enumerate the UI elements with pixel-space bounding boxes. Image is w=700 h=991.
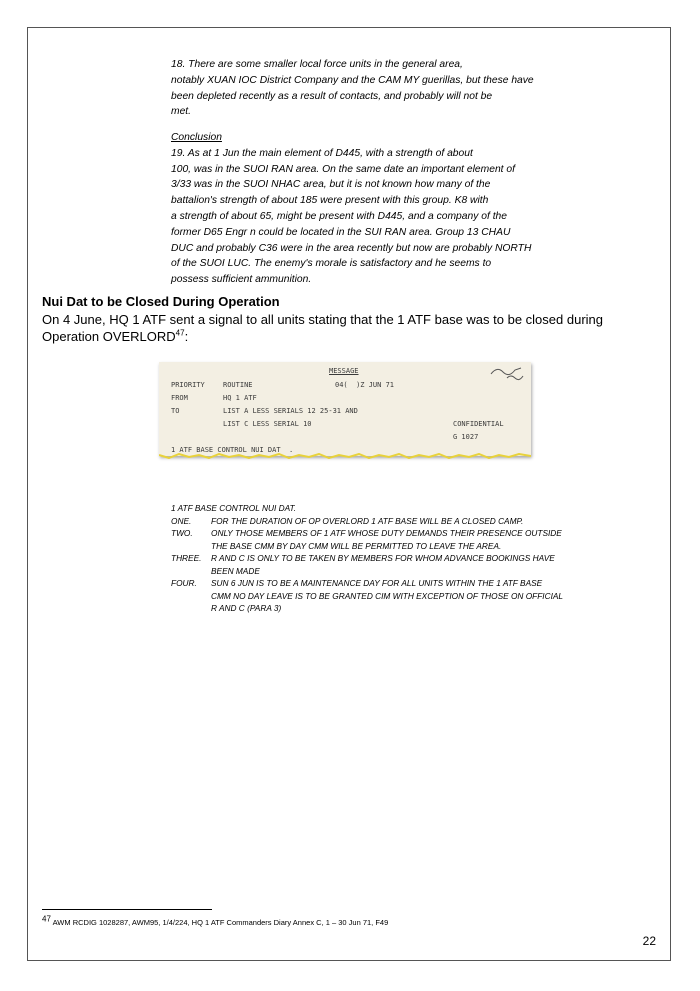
footnote-number: 47 [42, 914, 51, 924]
handwritten-annotation-icon [489, 364, 525, 382]
decoded-item [171, 527, 611, 540]
message-priority-label: PRIORITY [171, 381, 205, 389]
item-text-continued: R AND C (PARA 3) [211, 603, 282, 613]
message-classification: CONFIDENTIAL [453, 420, 504, 428]
item-number: FOUR. [171, 578, 197, 588]
quote-line: DUC and probably C36 were in the area recently but now are probably NORTH [171, 242, 532, 254]
quote-conclusion [171, 130, 591, 288]
item-number: TWO. [171, 528, 193, 538]
item-text: ONLY THOSE MEMBERS OF 1 ATF WHOSE DUTY DEMANDS THEIR PRESENCE OUTSIDE [211, 528, 562, 538]
footnote-divider [42, 909, 212, 910]
item-text: R AND C IS ONLY TO BE TAKEN BY MEMBERS FOR WHOM ADVANCE BOOKINGS HAVE [211, 553, 555, 563]
quote-line: possess sufficient ammunition. [171, 274, 312, 286]
message-to-value-2: LIST C LESS SERIAL 10 [223, 420, 312, 428]
decoded-item [171, 515, 611, 528]
quote-line: 18. There are some smaller local force units in the general area, [171, 59, 463, 70]
item-text-continued: THE BASE CMM BY DAY CMM WILL BE PERMITTED TO LEAVE THE AREA. [211, 540, 502, 551]
quote-line: met. [171, 106, 192, 118]
quote-line: notably XUAN IOC District Company and the CAM MY guerillas, but these have [171, 74, 534, 86]
section-body-text: On 4 June, HQ 1 ATF sent a signal to all units stating that the 1 ATF base was to be closed during Operation OVERLORD [42, 312, 603, 344]
torn-edge-icon [159, 453, 531, 459]
quote-line: 3/33 was in the SUOI NHAC area, but it is not known how many of the [171, 179, 491, 191]
item-text-continued: BEEN MADE [211, 565, 260, 576]
item-text: SUN 6 JUN IS TO BE A MAINTENANCE DAY FOR ALL UNITS WITHIN THE 1 ATF BASE [211, 578, 543, 588]
item-text-continued: CMM NO DAY LEAVE IS TO BE GRANTED CIM WITH EXCEPTION OF THOSE ON OFFICIAL [211, 590, 564, 601]
message-scan-image [159, 362, 531, 456]
message-priority-value: ROUTINE [223, 381, 253, 389]
quote-para18 [171, 57, 591, 120]
quote-line: a strength of about 65, might be present with D445, and a company of the [171, 210, 508, 222]
message-from-value: HQ 1 ATF [223, 394, 257, 402]
quote-line: former D65 Engr n could be located in the SUI RAN area. Group 13 CHAU [171, 226, 511, 238]
footnote-reference[interactable]: 47 [175, 328, 185, 338]
quote-line: 100, was in the SUOI RAN area. On the same date an important element of [171, 163, 515, 175]
item-number: THREE. [171, 553, 202, 563]
conclusion-heading: Conclusion [171, 132, 222, 143]
footnote-text: AWM RCDIG 1028287, AWM95, 1/4/224, HQ 1 ATF Commanders Diary Annex C, 1 – 30 Jun 71, F49 [50, 918, 389, 927]
quote-line: been depleted recently as a result of contacts, and probably will not be [171, 90, 493, 102]
section-heading: Nui Dat to be Closed During Operation [42, 294, 280, 309]
message-subject: 1 ATF BASE CONTROL NUI DAT . [171, 446, 294, 454]
message-date: 04( )Z JUN 71 [335, 381, 395, 389]
section-body [42, 311, 662, 345]
quote-line: 19. As at 1 Jun the main element of D445, with a strength of about [171, 147, 473, 159]
message-to-label: TO [171, 407, 180, 415]
page-number: 22 [642, 934, 656, 948]
message-from-label: FROM [171, 394, 188, 402]
message-title: MESSAGE [329, 367, 359, 375]
section-body-tail: : [184, 329, 189, 344]
quote-line: of the SUOI LUC. The enemy's morale is satisfactory and he seems to [171, 258, 492, 270]
message-to-value-1: LIST A LESS SERIALS 12 25-31 AND [223, 407, 358, 415]
quote-line: battalion's strength of about 185 were present with this group. K8 with [171, 195, 489, 207]
message-reference: G 1027 [453, 433, 479, 441]
decoded-message [171, 502, 611, 615]
item-number: ONE. [171, 515, 192, 526]
footnote [42, 914, 389, 927]
item-text: FOR THE DURATION OF OP OVERLORD 1 ATF BASE WILL BE A CLOSED CAMP. [211, 515, 524, 526]
decoded-title: 1 ATF BASE CONTROL NUI DAT. [171, 503, 297, 513]
decoded-item [171, 552, 611, 565]
decoded-item [171, 577, 611, 590]
